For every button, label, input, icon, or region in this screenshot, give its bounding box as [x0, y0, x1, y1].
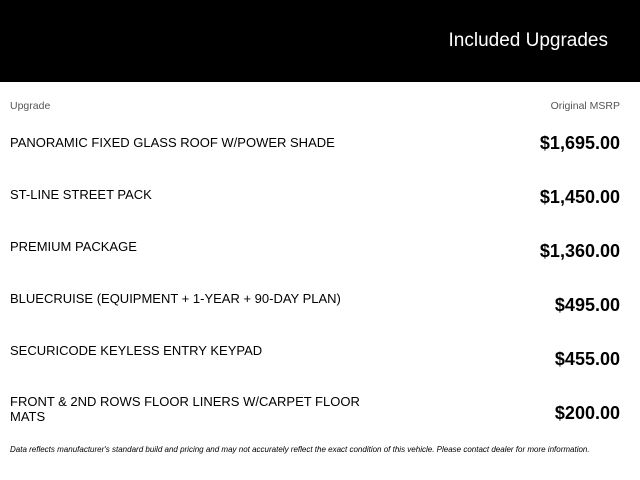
upgrade-price: $495.00 [554, 295, 620, 315]
column-header-msrp: Original MSRP [550, 100, 620, 112]
upgrade-price: $1,360.00 [539, 241, 620, 261]
upgrade-row [0, 291, 640, 345]
upgrade-name: BLUECRUISE (EQUIPMENT + 1-YEAR + 90-DAY PLAN) [10, 291, 341, 306]
upgrade-price: $1,450.00 [539, 187, 620, 207]
upgrade-row [0, 187, 640, 241]
upgrade-row [0, 239, 640, 293]
upgrade-row [0, 135, 640, 189]
upgrade-price: $1,695.00 [539, 133, 620, 153]
upgrade-name: ST-LINE STREET PACK [10, 187, 152, 202]
page-title: Included Upgrades [448, 30, 608, 51]
upgrade-name: SECURICODE KEYLESS ENTRY KEYPAD [10, 343, 263, 358]
upgrade-name: PANORAMIC FIXED GLASS ROOF W/POWER SHADE [10, 135, 335, 150]
disclaimer-text: Data reflects manufacturer's standard build and pricing and may not accurately reflect the exact condition of this vehicle. Please contact dealer for more information. [10, 445, 590, 454]
upgrade-name: FRONT & 2ND ROWS FLOOR LINERS W/CARPET FLOOR MATS [10, 394, 360, 424]
upgrade-price: $200.00 [554, 403, 620, 423]
header-bar [0, 0, 640, 82]
upgrade-row [0, 343, 640, 397]
column-header-upgrade: Upgrade [10, 100, 51, 112]
upgrade-price: $455.00 [554, 349, 620, 369]
upgrade-row [0, 394, 640, 448]
upgrade-name: PREMIUM PACKAGE [10, 239, 137, 254]
